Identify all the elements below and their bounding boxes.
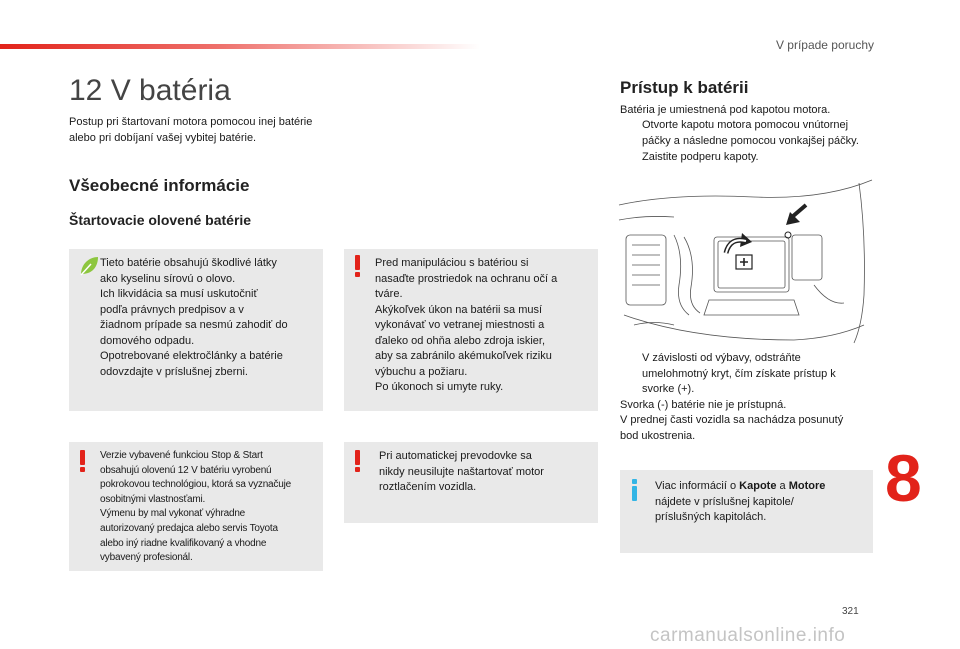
info-text-suffix: nájdete v príslušnej kapitole/ príslušných kapitolách. [655, 495, 794, 523]
negative-terminal-text: Svorka (-) batérie nie je prístupná. [620, 399, 787, 411]
bullet-item [620, 351, 880, 399]
info-keyword-engine: Motore [788, 480, 826, 492]
warning-box-safety [344, 249, 598, 411]
warning-stop-start-text: Verzie vybavené funkciou Stop & Start obsahujú olovenú 12 V batériu vyrobenú pokrokovou technológiou, ktorá sa vyznačuje osobitnými vlastnosťami. Výmenu by mal vykonať výhradne autorizovaný predajca alebo servis Toyota alebo iný riadne kvalifikovaný a vhodne vybavený profesionál. [100, 450, 291, 564]
bullet-text: Otvorte kapotu motora pomocou vnútornej páčky a následne pomocou vonkajšej páčky. [642, 119, 859, 147]
header-accent-bar [0, 44, 480, 49]
engine-bay-illustration [614, 175, 876, 348]
bullet-item [620, 118, 880, 150]
page-number: 321 [842, 606, 859, 617]
info-text-mid: a [776, 480, 789, 492]
info-icon [632, 479, 638, 501]
chapter-number: 8 [885, 441, 922, 515]
warning-exclamation-icon [80, 450, 86, 472]
intro-text: Postup pri štartovaní motora pomocou inej batérie alebo pri dobíjaní vašej vybitej batérie. [69, 116, 313, 144]
warning-box-automatic [344, 442, 598, 523]
bullet-text: Zaistite podperu kapoty. [642, 151, 759, 163]
warning-safety-text: Pred manipuláciou s batériou si nasaďte prostriedok na ochranu očí a tváre. Akýkoľvek úkon na batérii sa musí vykonávať vo vetranej miestnosti a ďaleko od ohňa alebo zdroja iskier, aby sa zabránilo akémukoľvek riziku výbuchu a požiaru. Po úkonoch si umyte ruky. [375, 257, 558, 393]
bullet-text: V závislosti od výbavy, odstráňte umelohmotný kryt, čím získate prístup k svorke (+). [642, 352, 836, 395]
eco-note-text: Tieto batérie obsahujú škodlivé látky ako kyselinu sírovú o olovo. Ich likvidácia sa musí uskutočniť podľa právnych predpisov a v žiadnom prípade sa nesmú zahodiť do domového odpadu. Opotrebované elektročlánky a batérie odovzdajte v príslušnej zberni. [100, 257, 288, 378]
info-text-prefix: Viac informácií o [655, 480, 740, 492]
battery-location-text: Batéria je umiestnená pod kapotou motora. [620, 104, 831, 116]
info-keyword-hood: Kapote [739, 480, 777, 492]
warning-box-stop-start [69, 442, 323, 571]
leaf-icon [78, 255, 100, 277]
info-box [620, 470, 873, 553]
section-title: V prípade poruchy [775, 38, 874, 52]
eco-note-box [69, 249, 323, 411]
lead-batteries-subheading: Štartovacie olovené batérie [69, 212, 252, 228]
warning-exclamation-icon [355, 450, 361, 472]
battery-access-heading: Prístup k batérii [620, 78, 749, 97]
info-text [655, 479, 867, 526]
bullet-item [620, 150, 880, 166]
ground-point-text: V prednej časti vozidla sa nachádza posunutý bod ukostrenia. [620, 414, 844, 442]
warning-exclamation-icon [355, 255, 361, 277]
page-title: 12 V batéria [69, 74, 231, 107]
watermark: carmanualsonline.info [650, 625, 846, 646]
general-info-heading: Všeobecné informácie [69, 176, 250, 195]
warning-automatic-text: Pri automatickej prevodovke sa nikdy neusilujte naštartovať motor roztlačením vozidla. [379, 450, 544, 493]
